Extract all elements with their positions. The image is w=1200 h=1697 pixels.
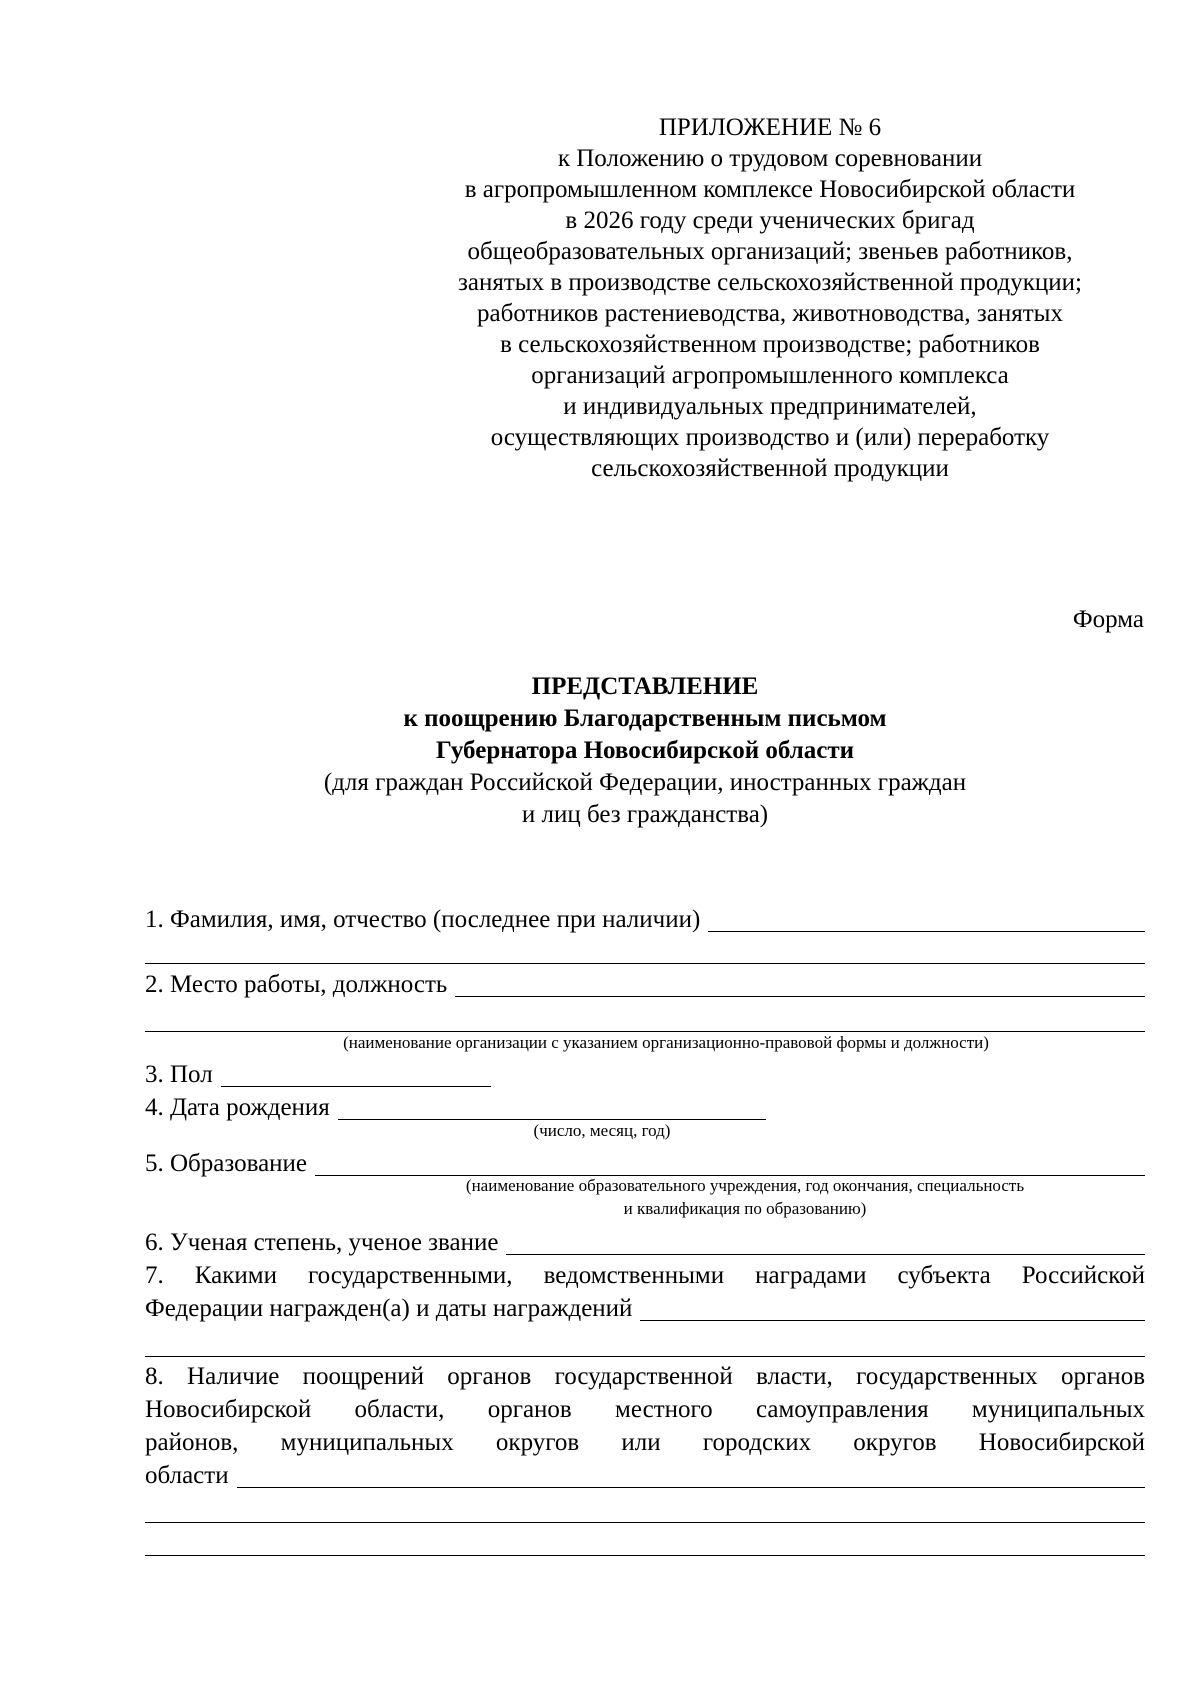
appendix-line: и индивидуальных предпринимателей, (563, 393, 977, 420)
birth-date-hint: (число, месяц, год) (533, 1121, 671, 1140)
education-input-line[interactable] (315, 1151, 1145, 1176)
appendix-line: в агропромышленном комплексе Новосибирской области (464, 176, 1076, 203)
field-incentives (145, 1360, 1145, 1492)
workplace-input-line[interactable] (455, 972, 1145, 997)
appendix-header (420, 112, 1120, 484)
form-label: Форма (1072, 606, 1144, 633)
field-awards (145, 1259, 1145, 1325)
field-label: 5. Образование (145, 1150, 308, 1177)
incentives-label-line: районов, муниципальных округов или городских округов Новосибирской (145, 1429, 1145, 1456)
incentives-continuation-line-1[interactable] (145, 1522, 1145, 1523)
field-birth-date (145, 1092, 1145, 1124)
document-title (0, 671, 1200, 831)
workplace-hint: (наименование организации с указанием организационно-правовой формы и должности) (343, 1033, 989, 1052)
appendix-line: занятых в производстве сельскохозяйственной продукции; (458, 269, 1082, 296)
appendix-line: сельскохозяйственной продукции (591, 455, 949, 482)
gender-input-line[interactable] (221, 1062, 491, 1087)
field-label: 6. Ученая степень, ученое звание (145, 1229, 499, 1256)
awards-label-line: 7. Какими государственными, ведомственными наградами субъекта Российской (145, 1262, 1145, 1289)
title-line: ПРЕДСТАВЛЕНИЕ (531, 673, 759, 700)
field-full-name (145, 904, 1145, 936)
education-hint-2: и квалификация по образованию) (623, 1199, 867, 1218)
title-subline: (для граждан Российской Федерации, иностранных граждан (323, 769, 967, 796)
appendix-line: ПРИЛОЖЕНИЕ № 6 (658, 114, 882, 141)
field-degree (145, 1227, 1145, 1259)
incentives-input-line[interactable] (237, 1463, 1145, 1488)
awards-label-row (145, 1292, 1145, 1325)
field-label: 1. Фамилия, имя, отчество (последнее при наличии) (145, 906, 701, 933)
appendix-line: к Положению о трудовом соревновании (557, 145, 983, 172)
field-workplace (145, 969, 1145, 1001)
appendix-line: в сельскохозяйственном производстве; работников (500, 331, 1040, 358)
awards-continuation-line[interactable] (145, 1356, 1145, 1357)
field-gender (145, 1059, 1145, 1091)
appendix-line: осуществляющих производство и (или) переработку (490, 424, 1050, 451)
title-subline: и лиц без гражданства) (521, 801, 769, 828)
appendix-line: организаций агропромышленного комплекса (531, 362, 1009, 389)
field-label: 3. Пол (145, 1061, 213, 1088)
field-label: 4. Дата рождения (145, 1094, 330, 1121)
incentives-label-line: Новосибирской области, органов местного самоуправления муниципальных (145, 1396, 1145, 1423)
title-line: Губернатора Новосибирской области (435, 737, 855, 764)
degree-input-line[interactable] (506, 1230, 1145, 1255)
appendix-line: в 2026 году среди ученических бригад (565, 207, 975, 234)
full-name-continuation-line[interactable] (145, 963, 1145, 964)
awards-label-line: Федерации награжден(а) и даты награждений (145, 1295, 633, 1322)
workplace-continuation-line[interactable] (145, 1031, 1145, 1032)
appendix-line: общеобразовательных организаций; звеньев работников, (467, 238, 1073, 265)
awards-input-line[interactable] (640, 1296, 1145, 1321)
title-line: к поощрению Благодарственным письмом (403, 705, 887, 732)
birth-date-input-line[interactable] (338, 1095, 766, 1120)
education-hint-1: (наименование образовательного учреждения, год окончания, специальность (465, 1176, 1025, 1195)
full-name-input-line[interactable] (708, 907, 1145, 932)
incentives-label-row (145, 1459, 1145, 1492)
incentives-label-line: 8. Наличие поощрений органов государственной власти, государственных органов (145, 1363, 1145, 1390)
incentives-label-line: области (145, 1462, 229, 1489)
appendix-line: работников растениеводства, животноводства, занятых (477, 300, 1063, 327)
incentives-continuation-line-2[interactable] (145, 1555, 1145, 1556)
field-label: 2. Место работы, должность (145, 971, 448, 998)
